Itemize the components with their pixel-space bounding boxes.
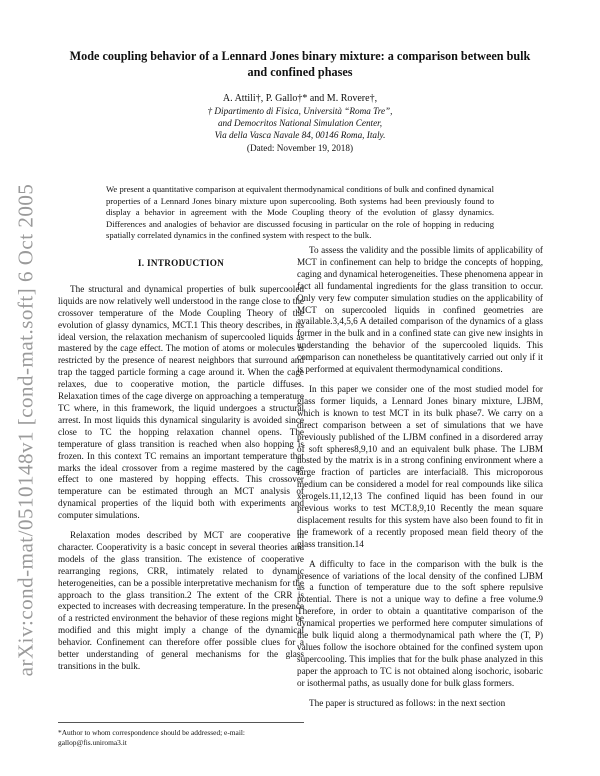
section-heading: I. INTRODUCTION <box>137 258 225 268</box>
paper-header <box>60 48 540 155</box>
left-paragraph-2: Relaxation modes described by MCT are cooperative in character. Cooperativity is a basic concept in several theories and models of the glass transition. The existence of cooperative rearranging regions, CRR, intimately related to dynamic heterogeneities, can be a possible interpretative mechanism for the approach to the glass transition.2 The extent of the CRR is expected to increases with decreasing temperature. In the presence of a restricted environment the behavior of these regions might be modified and this might imply a change of the dynamical behavior. Confinement can therefore offer possible clues for a better understanding of general mechanisms for the glass transitions in the bulk. <box>58 530 304 671</box>
paper-title: Mode coupling behavior of a Lennard Jones binary mixture: a comparison between bulk and confined phases <box>69 49 531 79</box>
right-paragraph-2: In this paper we consider one of the most studied model for glass former liquids, a Lennard Jones binary mixture, LJBM, which is known to test MCT in its bulk phase7. We carry on a direct comparison between a set of simulations that we have previously published of the LJBM confined in a disordered array of soft spheres8,9,10 and an equivalent bulk phase. The LJBM hosted by the matrix is in a strong confining environment where a large fraction of particles are interfacial8. This microporous medium can be considered a model for real compounds like silica xerogels.11,12,13 The confined liquid has been found in our previous works to test MCT.8,9,10 Recently the mean square displacement results for this system have also been found to fit in the framework of a recently proposed mean field theory of the glass transition.14 <box>297 383 543 549</box>
arxiv-id: arXiv:cond-mat/0510148v1 [cond-mat.soft] 6 Oct 2005 <box>13 183 38 677</box>
footnote: *Author to whom correspondence should be addressed; e-mail: gallop@fis.uniroma3.it <box>58 722 304 748</box>
right-column <box>297 245 543 718</box>
left-column <box>58 258 304 681</box>
abstract: We present a quantitative comparison at equivalent thermodynamical conditions of bulk and confined dynamical properties of a Lennard Jones binary mixture upon supercooling. Both systems had been previously found to display a behavior in agreement with the Mode Coupling theory of the evolution of glassy dynamics. Differences and analogies of behavior are discussed focusing in particular on the role of hopping in reducing spatially correlated dynamics in the confined system with respect to the bulk. <box>106 184 494 240</box>
affiliation-line-1: † Dipartimento di Fisica, Università “Roma Tre”, <box>207 106 393 116</box>
arxiv-stamp <box>6 150 46 710</box>
authors: A. Attili†, P. Gallo†* and M. Rovere†, <box>222 93 378 104</box>
right-paragraph-3: A difficulty to face in the comparison with the bulk is the presence of variations of the local density of the confined LJBM as a function of temperature due to the soft sphere repulsive potential. There is not a unique way to define a free volume.9 Therefore, in order to obtain a quantitative comparison of the dynamical properties we performed here computer simulations of the bulk liquid along a thermodynamical path where the (T, P) values follow the isochore obtained for the confined system upon supercooling. This implies that for the bulk phase analyzed in this paper the approach to TC is not obtained along isochoric, isobaric or isothermal paths, as usually done for bulk glass formers. <box>297 558 543 688</box>
affiliation-line-3: Via della Vasca Navale 84, 00146 Roma, Italy. <box>214 130 386 140</box>
left-paragraph-1: The structural and dynamical properties of bulk supercooled liquids are now relatively well understood in the range close to the crossover temperature of the Mode Coupling Theory of the evolution of glassy dynamics, MCT.1 This theory describes, in its ideal version, the relaxation mechanism of supercooled liquids as mastered by the cage effect. The motion of atoms or molecules is restricted by the presence of nearest neighbors that surround and trap the tagged particle forming a cage around it. When the cage relaxes, due to cooperative motion, the particle diffuses. Relaxation times of the cage diverge on approaching a temperature TC where, in this framework, the liquid undergoes a structural arrest. In most liquids this dynamical singularity is avoided since close to TC the hopping relaxation channel opens. The temperature of glass transition is reached when also hopping is frozen. In this context TC remains an important temperature that marks the ideal crossover from a regime mastered by the cage effect to one mastered by hopping effects. This crossover temperature can be estimated through an MCT analysis of dynamical properties of the liquid both with experiments and computer simulations. <box>58 283 305 521</box>
right-paragraph-4: The paper is structured as follows: in the next section <box>309 697 506 708</box>
affiliation-line-2: and Democritos National Simulation Center, <box>217 118 383 128</box>
dated: (Dated: November 19, 2018) <box>246 143 354 153</box>
right-paragraph-1: To assess the validity and the possible limits of applicability of MCT in confinement can help to bridge the concepts of hopping, caging and dynamical heterogeneities. These phenomena appear in fact all fundamental ingredients for the glass transition to occur. Only very few computer simulation studies on the applicability of MCT on supercooled liquids in confined geometries are available.3,4,5,6 A detailed comparison of the dynamics of a glass former in the bulk and in a confined state can give new insights in understanding the behavior of the supercooled liquids. This comparison can nonetheless be quantitatively carried out only if it is performed at equivalent thermodynamical conditions. <box>297 245 543 375</box>
